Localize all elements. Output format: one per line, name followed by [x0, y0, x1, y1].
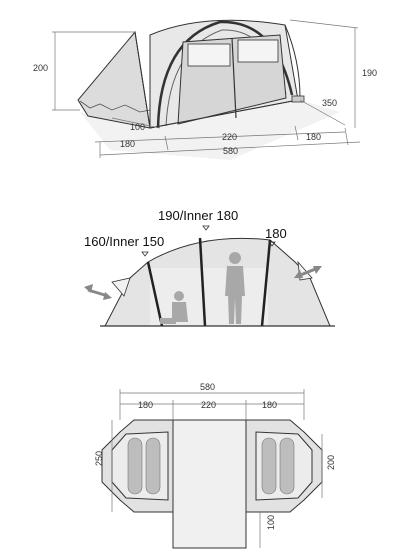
floor-dim-total-580: 580	[200, 382, 216, 392]
dim-front-100: 100	[130, 122, 146, 132]
dim-height-left: 200	[33, 63, 49, 73]
label-left-height: 160/Inner 150	[84, 234, 165, 249]
floor-dim-220: 220	[201, 400, 217, 410]
dim-bottom-180-right: 180	[306, 132, 322, 142]
floor-plan-view	[94, 382, 336, 548]
floor-dim-180-left: 180	[138, 400, 154, 410]
floor-dim-250: 250	[94, 450, 104, 466]
side-view	[84, 208, 335, 326]
label-center-height: 190/Inner 180	[158, 208, 239, 223]
dim-height-right: 190	[362, 68, 378, 78]
floor-dim-200: 200	[326, 454, 336, 470]
floor-dim-180-right: 180	[262, 400, 278, 410]
dim-total-580: 580	[223, 146, 239, 156]
dim-bottom-180-left: 180	[120, 139, 136, 149]
porch-canopy	[78, 32, 150, 128]
airflow-arrow-left-icon	[84, 284, 112, 300]
label-right-height: 180	[265, 226, 287, 241]
dim-bottom-220: 220	[222, 132, 238, 142]
perspective-view	[33, 20, 377, 160]
floor-dim-front-100: 100	[266, 514, 276, 530]
dim-depth-350: 350	[322, 98, 338, 108]
